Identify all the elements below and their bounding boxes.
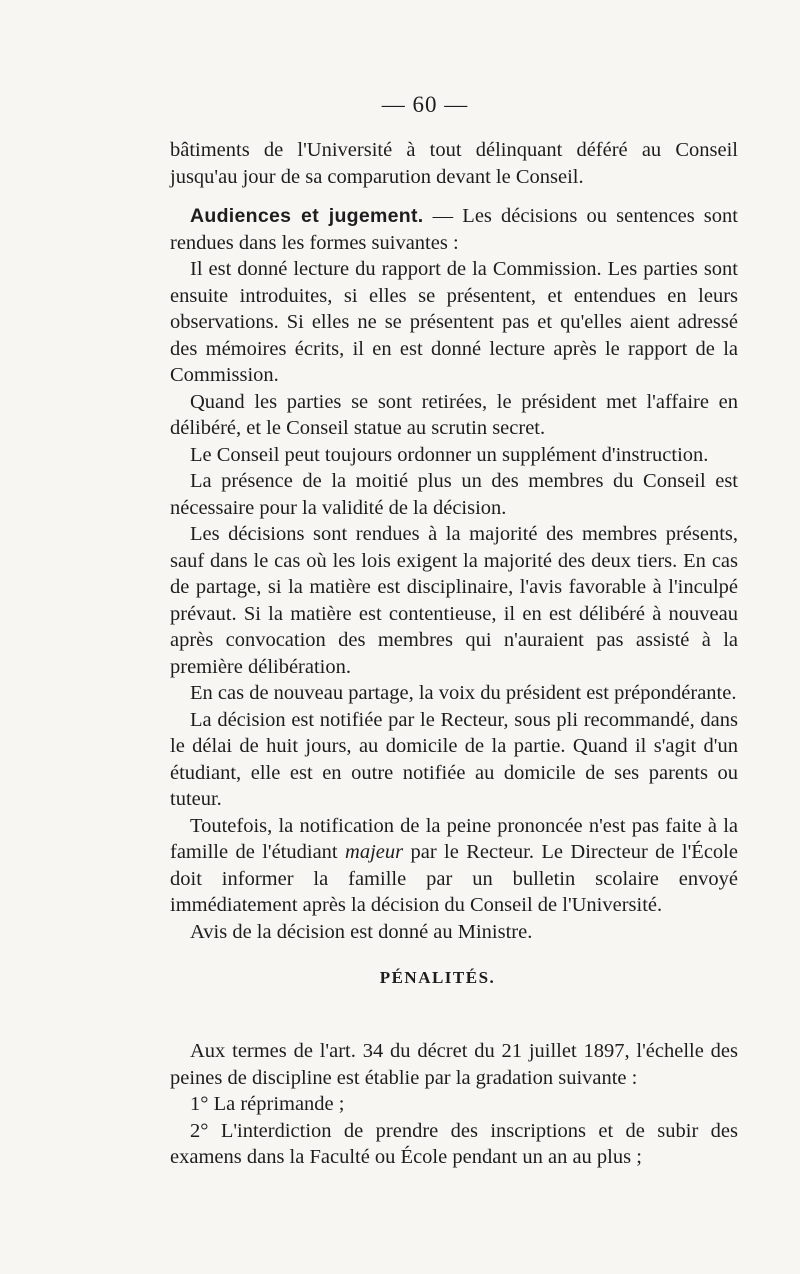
list-item: 1° La réprimande ;	[190, 1093, 345, 1115]
paragraph: Le Conseil peut toujours ordonner un supplément d'instruction.	[190, 443, 709, 466]
paragraph: Aux termes de l'art. 34 du décret du 21 juillet 1897, l'échelle des peines de discipline est établie par la gradation suivante :	[170, 1040, 738, 1089]
paragraph: En cas de nouveau partage, la voix du président est prépondérante.	[190, 682, 737, 704]
paragraph: Quand les parties se sont retirées, le président met l'affaire en délibéré, et le Conseil statue au scrutin secret.	[170, 390, 738, 439]
list-item: 2° L'interdiction de prendre des inscriptions et de subir des examens dans la Faculté ou École pendant un an au plus ;	[170, 1119, 738, 1168]
toutefois-text-after: par le Recteur. Le Directeur de l'École doit informer la famille par un bulletin scolaire envoyé immédiatement après la décision du Conseil de l'Université.	[170, 841, 738, 916]
section-audiences	[170, 203, 738, 945]
paragraph: Avis de la décision est donné au Ministre.	[190, 920, 533, 943]
intro-paragraph: bâtiments de l'Université à tout délinquant déféré au Conseil jusqu'au jour de sa comparution devant le Conseil.	[170, 139, 738, 188]
audiences-lead-paragraph	[170, 203, 738, 256]
emphasis-majeur: majeur	[345, 841, 404, 863]
section-penalites	[170, 1038, 738, 1171]
toutefois-text-before: Toutefois, la notification de la peine prononcée n'est pas faite à la famille de l'étudiant	[170, 814, 738, 863]
intro-block	[170, 137, 738, 190]
page-number: — 60 —	[381, 92, 469, 117]
audiences-lead-text: — Les décisions ou sentences sont rendues dans les formes suivantes :	[170, 205, 738, 254]
toutefois-paragraph	[170, 813, 738, 919]
paragraph: Les décisions sont rendues à la majorité des membres présents, sauf dans le cas où les lois exigent la majorité des deux tiers. En cas de partage, si la matière est disciplinaire, l'avis favorable à l'inculpé prévaut. Si la matière est contentieuse, il en est délibéré à nouveau après convocation des membres qui n'auraient pas assisté à la première délibération.	[170, 523, 738, 678]
paragraph: La présence de la moitié plus un des membres du Conseil est nécessaire pour la validité de la décision.	[170, 470, 738, 519]
paragraph: Il est donné lecture du rapport de la Commission. Les parties sont ensuite introduites, si elles se présentent, et entendues en leurs observations. Si elles ne se présentent pas et qu'elles aient adressé des mémoires écrits, il en est donné lecture après le rapport de la Commission.	[170, 258, 738, 386]
section-title-penalites: PÉNALITÉS.	[379, 968, 496, 987]
section-heading-audiences: Audiences et jugement.	[190, 205, 424, 227]
paragraph: La décision est notifiée par le Recteur, sous pli recommandé, dans le délai de huit jours, au domicile de la partie. Quand il s'agit d'un étudiant, elle est en outre notifiée au domicile de ses parents ou tuteur.	[170, 708, 738, 810]
